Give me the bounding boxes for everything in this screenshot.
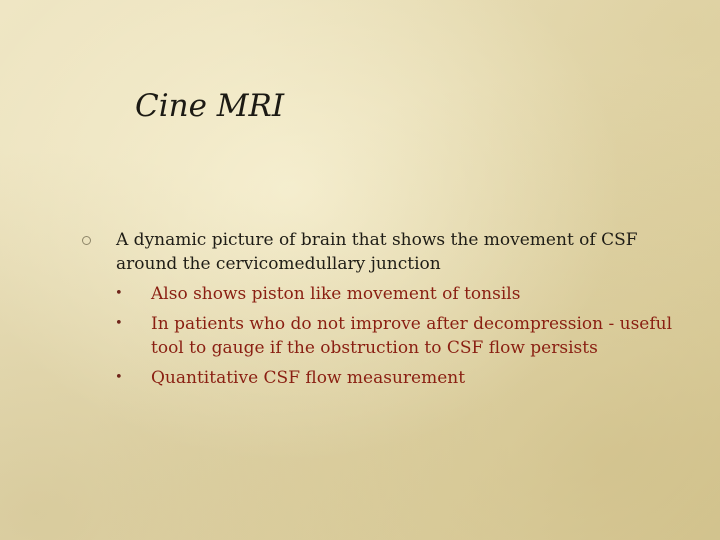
- dot-bullet-icon: •: [115, 316, 123, 331]
- sub-bullet-item: [82, 366, 682, 390]
- sub-bullet-item: [82, 312, 682, 360]
- sub-bullet-list: [82, 282, 682, 390]
- sub-bullet-item: [82, 282, 682, 306]
- slide-content: [82, 228, 682, 396]
- main-bullet-text: A dynamic picture of brain that shows the movement of CSF around the cervicomedullary junction: [116, 230, 638, 274]
- slide-title: Cine MRI: [135, 88, 285, 124]
- sub-bullet-text: Quantitative CSF flow measurement: [151, 368, 466, 388]
- dot-bullet-icon: •: [115, 370, 123, 385]
- ring-bullet-icon: [82, 236, 91, 245]
- sub-bullet-text: Also shows piston like movement of tonsils: [151, 284, 521, 304]
- sub-bullet-text: In patients who do not improve after decompression - useful tool to gauge if the obstruction to CSF flow persists: [151, 314, 673, 358]
- dot-bullet-icon: •: [115, 286, 123, 301]
- main-bullet: [82, 228, 682, 276]
